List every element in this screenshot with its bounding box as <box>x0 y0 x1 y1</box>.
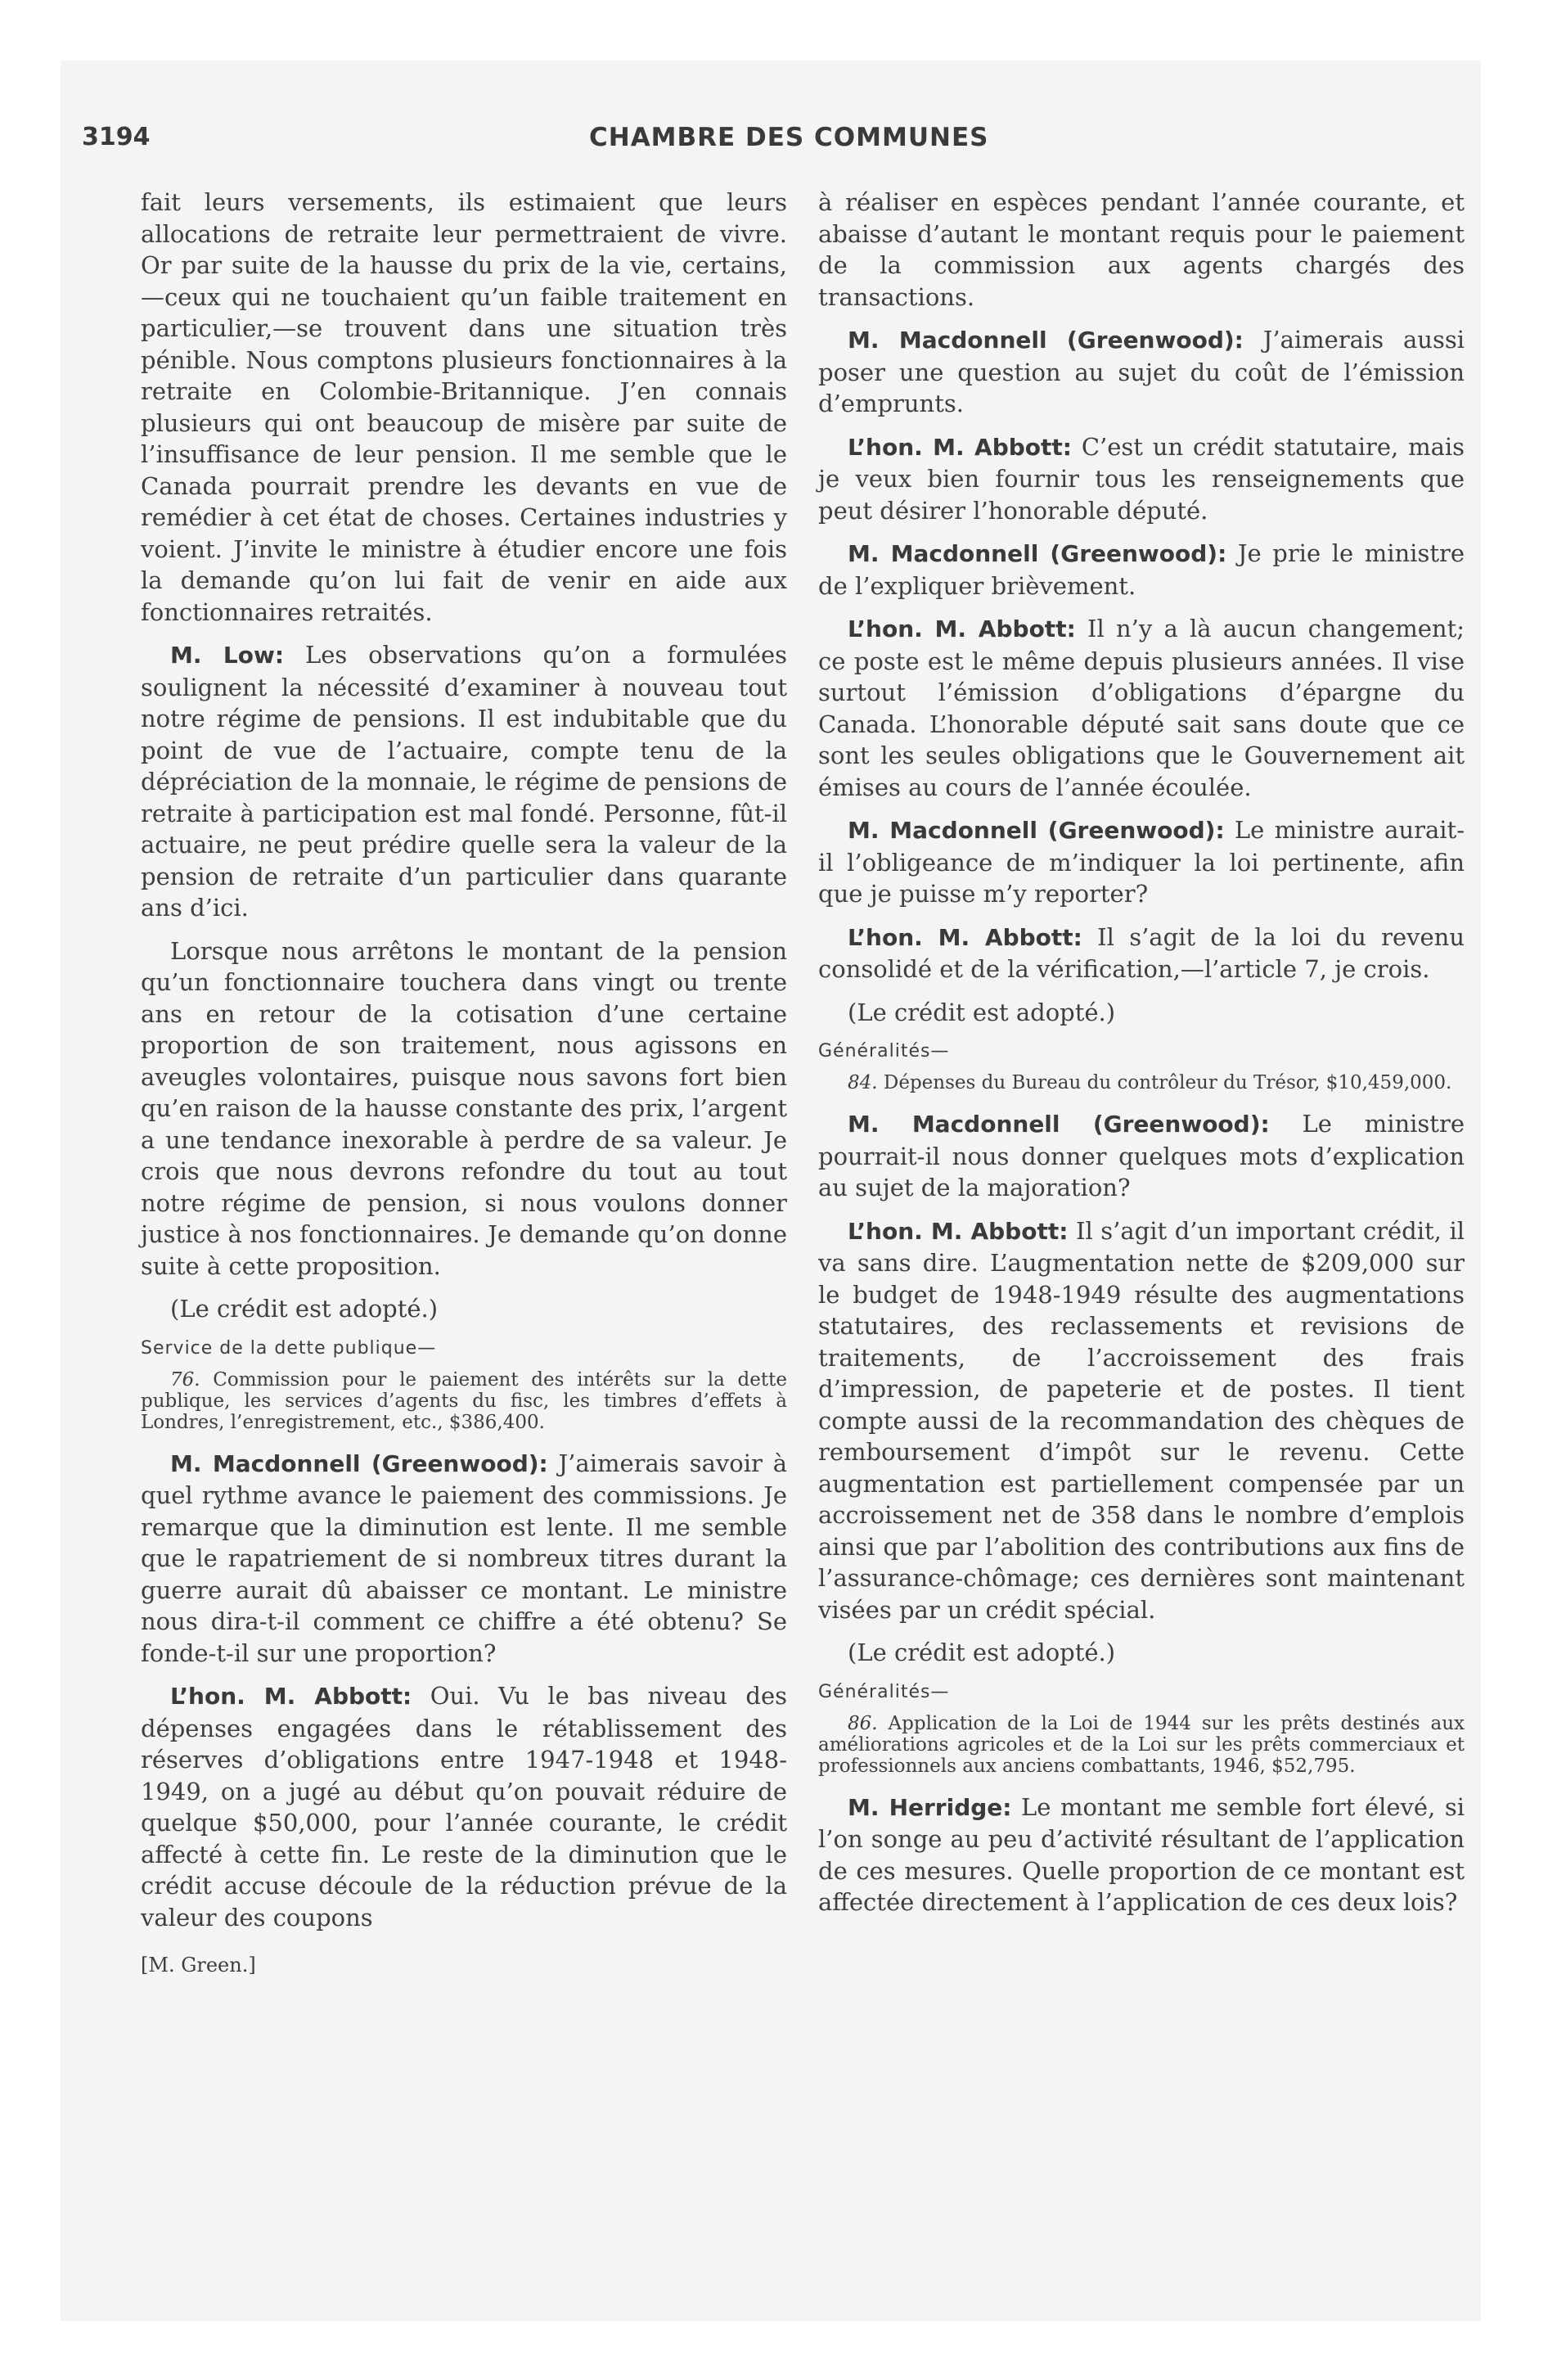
section-heading: Généralités— <box>818 1681 950 1702</box>
page-number: 3194 <box>82 123 151 151</box>
vote-adopted: (Le crédit est adopté.) <box>848 998 1116 1026</box>
speech-text: Je prie le ministre de l’expliquer brièvement. <box>818 539 1465 600</box>
speech-text: Le ministre pourrait-il nous donner quelques mots d’explication au sujet de la majoration? <box>818 1110 1465 1201</box>
speech <box>818 431 1465 527</box>
right-column <box>818 187 1465 1930</box>
speech-text: J’aimerais savoir à quel rythme avance le paiement des commissions. Je remarque que la diminution est lente. Il me semble que le rapatriement de si nombreux titres durant la guerre aurait dû abaisser ce montant. Le ministre nous dira-t-il comment ce chiffre a été obtenu? Se fonde-t-il sur une proportion? <box>141 1449 787 1667</box>
speaker-name: L’hon. M. Abbott: <box>848 615 1076 642</box>
footer-reference: [M. Green.] <box>141 1954 256 1977</box>
estimate-item <box>141 1369 787 1433</box>
left-column <box>141 187 787 1993</box>
speech <box>141 1448 787 1670</box>
item-number: 86. <box>848 1712 878 1734</box>
estimate-item <box>818 1713 1465 1777</box>
speech <box>818 1108 1465 1204</box>
speech <box>818 922 1465 985</box>
page-header <box>82 123 1473 156</box>
vote-adopted: (Le crédit est adopté.) <box>170 1295 439 1323</box>
paragraph: fait leurs versements, ils estimaient que leurs allocations de retraite leur permettraient de vivre. Or par suite de la hausse du prix de la vie, certains,—ceux qui ne touchaient qu’un faible traitement en particulier,—se trouvent dans une situation très pénible. Nous comptons plusieurs fonctionnaires à la retraite en Colombie-Britannique. J’en connais plusieurs qui ont beaucoup de misère par suite de l’insuffisance de leur pension. Il me semble que le Canada pourrait prendre les devants en vue de remédier à cet état de choses. Certaines industries y voient. J’invite le ministre à étudier encore une fois la demande qu’on lui fait de venir en aide aux fonctionnaires retraités. <box>141 188 787 626</box>
item-number: 76. <box>170 1368 200 1391</box>
speaker-name: M. Macdonnell (Greenwood): <box>848 327 1244 354</box>
speaker-name: M. Macdonnell (Greenwood): <box>170 1449 548 1477</box>
speaker-name: L’hon. M. Abbott: <box>848 923 1082 951</box>
speech-text: Le ministre aurait-il l’obligeance de m’indiquer la loi pertinente, afin que je puisse m’y reporter? <box>818 816 1465 908</box>
speaker-name: M. Low: <box>170 642 285 669</box>
speech-text: Le montant me semble fort élevé, si l’on songe au peu d’activité résultant de l’application de ces mesures. Quelle proportion de ce montant est affectée directement à l’application de ces deux lois? <box>818 1792 1465 1916</box>
speaker-name: L’hon. M. Abbott: <box>848 1217 1069 1245</box>
speaker-name: L’hon. M. Abbott: <box>170 1683 412 1710</box>
paragraph: à réaliser en espèces pendant l’année courante, et abaisse d’autant le montant requis pour le paiement de la commission aux agents chargés des transactions. <box>818 188 1465 311</box>
item-text: Dépenses du Bureau du contrôleur du Trésor, $10,459,000. <box>877 1072 1452 1093</box>
speech <box>818 324 1465 420</box>
speech <box>818 1215 1465 1626</box>
speaker-name: M. Macdonnell (Greenwood): <box>848 540 1227 567</box>
speech <box>818 1792 1465 1918</box>
speaker-name: M. Macdonnell (Greenwood): <box>848 1111 1270 1138</box>
item-number: 84. <box>848 1072 878 1093</box>
section-heading: Généralités— <box>818 1041 950 1062</box>
speech <box>818 613 1465 803</box>
speaker-name: L’hon. M. Abbott: <box>848 433 1072 461</box>
running-head: CHAMBRE DES COMMUNES <box>589 123 989 152</box>
speech <box>141 639 787 924</box>
speech-text: Il s’agit de la loi du revenu consolidé et de la vérification,—l’article 7, je crois. <box>818 922 1465 983</box>
speaker-name: M. Macdonnell (Greenwood): <box>848 817 1225 844</box>
speaker-name: M. Herridge: <box>848 1793 1012 1821</box>
vote-adopted: (Le crédit est adopté.) <box>848 1639 1116 1666</box>
item-text: Application de la Loi de 1944 sur les prêts destinés aux améliorations agricoles et de la Loi sur les prêts commerciaux et professionnels aux anciens combattants, 1946, $52,795. <box>818 1712 1465 1777</box>
speech-text: C’est un crédit statutaire, mais je veux bien fournir tous les renseignements que peut désirer l’honorable député. <box>818 432 1465 525</box>
speech-text: Il n’y a là aucun changement; ce poste est le même depuis plusieurs années. Il vise surtout l’émission d’obligations d’épargne du Canada. L’honorable député sait sans doute que ce sont les seules obligations que le Gouvernement ait émises au cours de l’année écoulée. <box>818 615 1465 801</box>
speech-text: Il s’agit d’un important crédit, il va sans dire. L’augmentation nette de $209,000 sur le budget de 1948-1949 résulte des augmentations statutaires, des reclassements et revisions de traitements, de l’accroissement des frais d’impression, de papeterie et de postes. Il tient compte aussi de la recommandation des chèques de remboursement d’impôt sur le revenu. Cette augmentation est partiellement compensée par un accroissement net de 358 dans le nombre d’emplois ainsi que par l’abolition des contributions aux fins de l’assurance-chômage; ces dernières sont maintenant visées par un crédit spécial. <box>818 1216 1465 1624</box>
speech-text: J’aimerais aussi poser une question au sujet du coût de l’émission d’emprunts. <box>818 326 1465 417</box>
speech <box>818 538 1465 602</box>
speech-text: Oui. Vu le bas niveau des dépenses engagées dans le rétablissement des réserves d’obligations entre 1947-1948 et 1948-1949, on a jugé au début qu’on pouvait réduire de quelque $50,000, pour l’année courante, le crédit affecté à cette fin. Le reste de la diminution que le crédit accuse découle de la réduction prévue de la valeur des coupons <box>141 1682 787 1931</box>
item-text: Commission pour le paiement des intérêts sur la dette publique, les services d’agents du fisc, les timbres d’effets à Londres, l’enregistrement, etc., $386,400. <box>141 1368 787 1433</box>
speech-text: Les observations qu’on a formulées soulignent la nécessité d’examiner à nouveau tout notre régime de pensions. Il est indubitable que du point de vue de l’actuaire, compte tenu de la dépréciation de la monnaie, le régime de pensions de retraite à participation est mal fondé. Personne, fût-il actuaire, ne peut prédire quelle sera la valeur de la pension de retraite d’un particulier dans quarante ans d’ici. <box>141 641 788 922</box>
speech <box>141 1680 787 1933</box>
speech <box>818 814 1465 910</box>
section-heading: Service de la dette publique— <box>141 1337 437 1359</box>
paragraph: Lorsque nous arrêtons le montant de la pension qu’un fonctionnaire touchera dans vingt ou trente ans en retour de la cotisation d’une certaine proportion de son traitement, nous agissons en aveugles volontaires, puisque nous savons fort bien qu’en raison de la hausse constante des prix, l’argent a une tendance inexorable à perdre de sa valeur. Je crois que nous devrons refondre du tout au tout notre régime de pension, si nous voulons donner justice à nos fonctionnaires. Je demande qu’on donne suite à cette proposition. <box>141 936 787 1280</box>
estimate-item <box>818 1072 1465 1093</box>
